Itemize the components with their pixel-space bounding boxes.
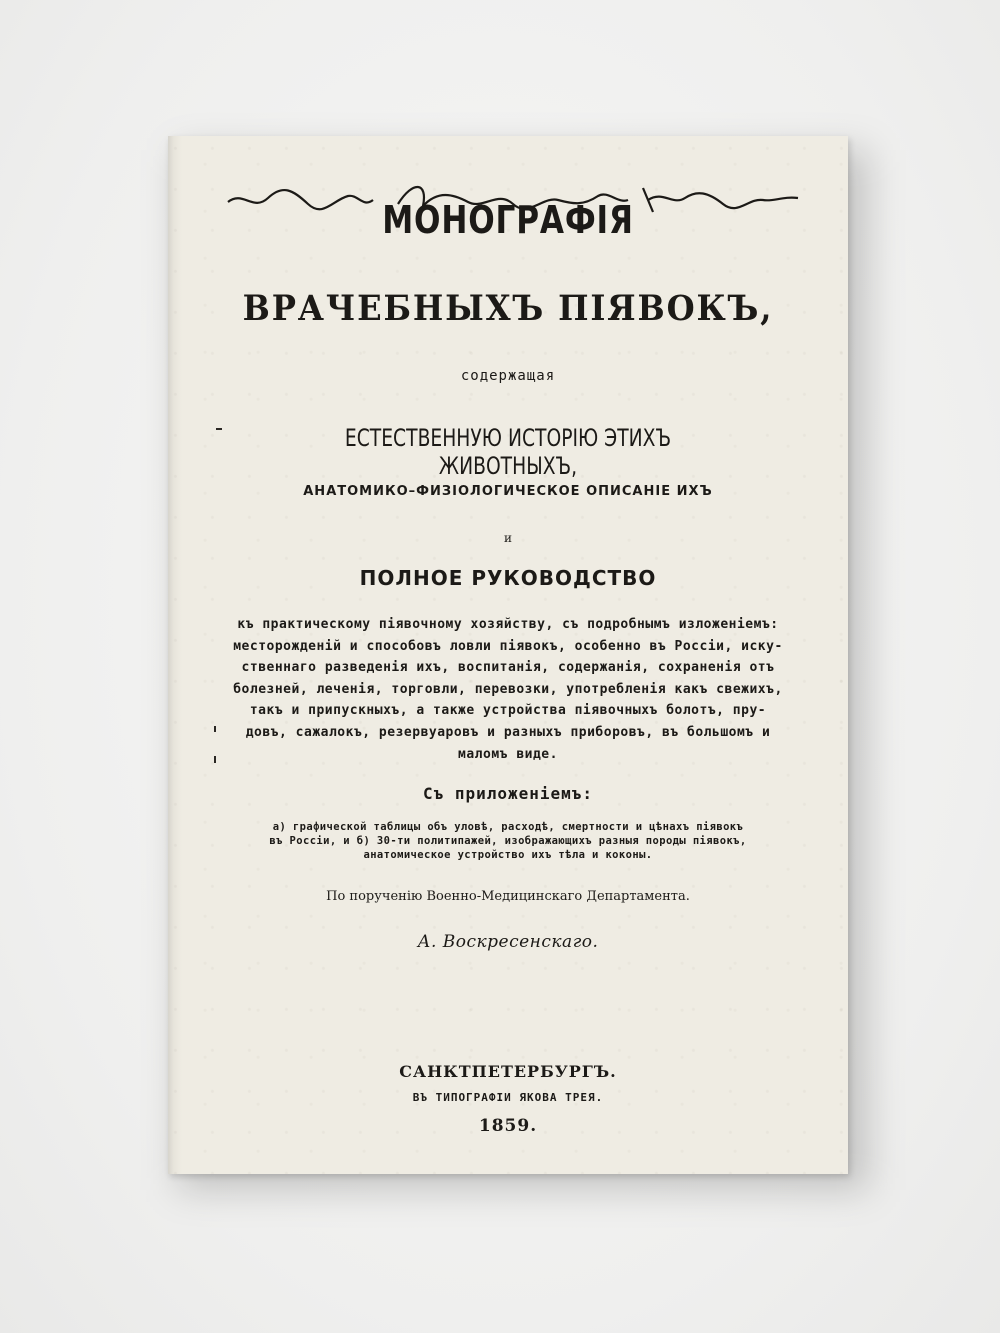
paragraph-line: болезней, леченія, торговли, перевозки, употребленія какъ свежихъ, [233, 681, 783, 697]
subtitle-full-guide: ПОЛНОЕ РУКОВОДСТВО [359, 566, 657, 590]
description-paragraph [228, 614, 788, 765]
ink-mark [216, 428, 222, 430]
conjunction-i: и [504, 531, 512, 545]
title-main: ВРАЧЕБНЫХЪ ПІЯВОКЪ, [242, 288, 774, 329]
publication-year: 1859. [478, 1116, 538, 1136]
subtitle-anatomy: АНАТОМИКО–ФИЗІОЛОГИЧЕСКОЕ ОПИСАНІЕ ИХЪ [303, 484, 713, 499]
subtitle-soderzh: содержащая [460, 368, 556, 384]
appendix-line: въ Россіи, и б) 30-ти политипажей, изображающихъ разныя породы піявокъ, [269, 835, 747, 847]
paragraph-line: маломъ виде. [458, 746, 558, 762]
ink-mark [214, 726, 216, 732]
appendix-heading: Съ приложеніемъ: [422, 784, 594, 803]
paragraph-line: такъ и припускныхъ, а также устройства піявочныхъ болотъ, пру- [249, 703, 767, 719]
paragraph-line: ственнаго разведенія ихъ, воспитанія, содержанія, сохраненія отъ [241, 660, 775, 676]
ink-mark [214, 756, 216, 763]
paragraph-line: довъ, сажалокъ, резервуаровъ и разныхъ приборовъ, въ большомъ и [245, 724, 771, 740]
paragraph-line: месторожденій и способовъ ловли піявокъ, особенно въ Россіи, иску- [233, 638, 783, 654]
commission-line: По порученію Военно-Медицинскаго Департамента. [326, 889, 690, 904]
appendix-line: а) графической таблицы объ уловѣ, расходѣ, смертности и цѣнахъ піявокъ [272, 821, 744, 833]
appendix-paragraph [230, 820, 786, 862]
printer-line: ВЪ ТИПОГРАФІИ ЯКОВА ТРЕЯ. [412, 1091, 604, 1104]
title-top: МОНОГРАФІЯ [382, 198, 634, 242]
author-name: А. Воскресенскаго. [417, 932, 599, 952]
paragraph-line: къ практическому піявочному хозяйству, съ подробнымъ изложеніемъ: [237, 617, 779, 632]
appendix-line: анатомическое устройство ихъ тѣла и коконы. [363, 849, 653, 861]
subtitle-natural-history: ЕСТЕСТВЕННУЮ ИСТОРІЮ ЭТИХЪ ЖИВОТНЫХЪ, [344, 424, 672, 480]
publication-city: САНКТПЕТЕРБУРГЪ. [399, 1062, 617, 1081]
book-cover [168, 136, 848, 1174]
